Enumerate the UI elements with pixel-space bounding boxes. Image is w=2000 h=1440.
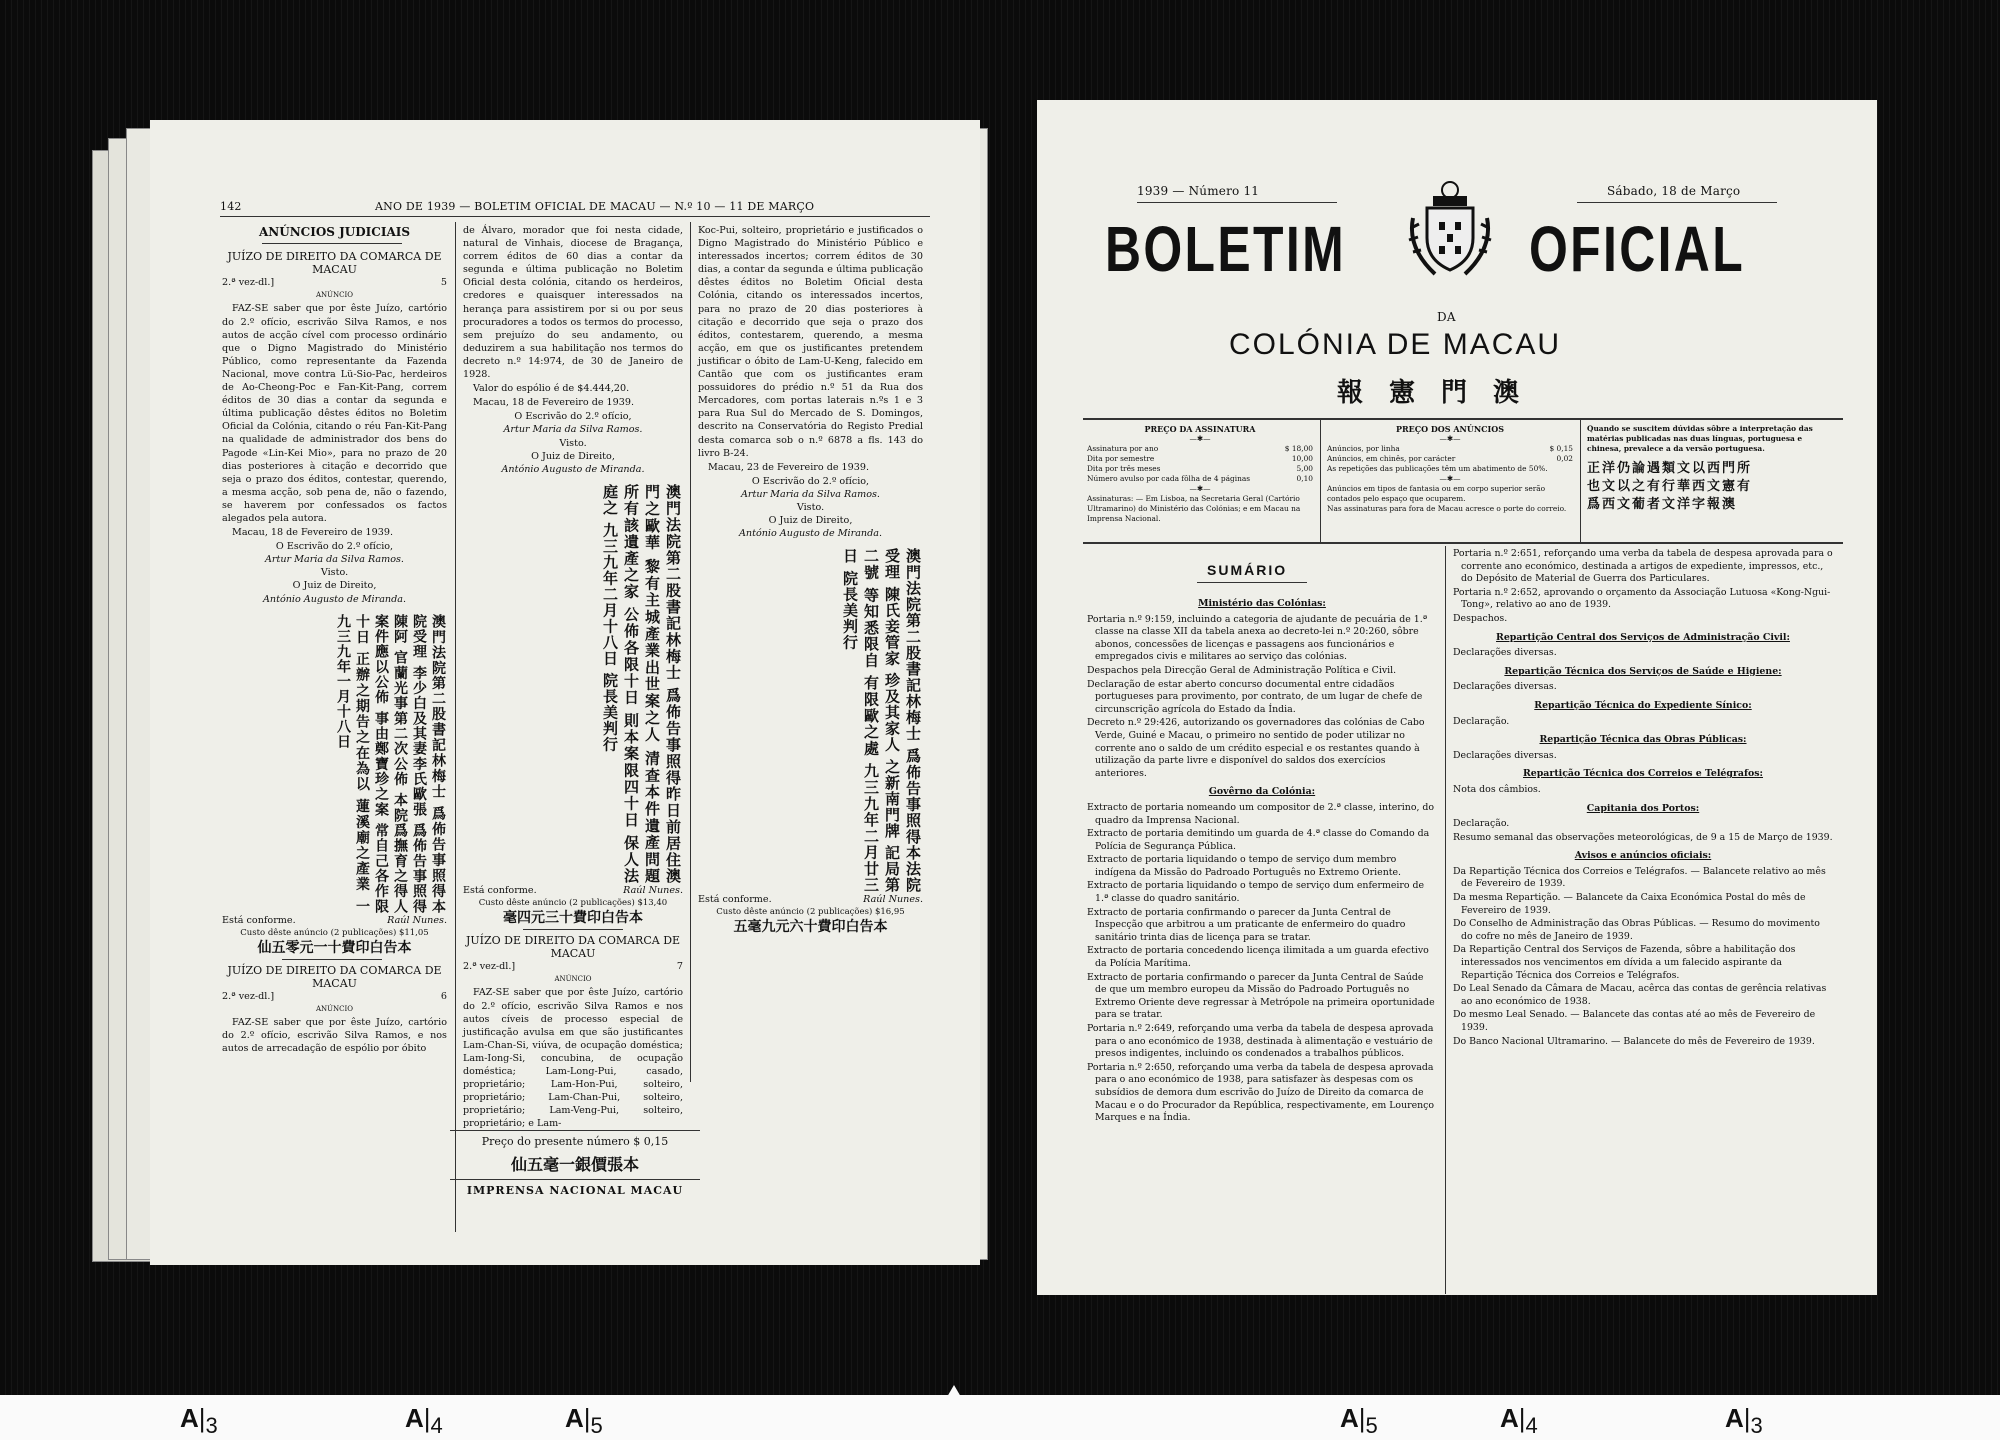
summary-item: Do Conselho de Administração das Obras Públicas. — Resumo do movimento do cofre no mês de Janeiro de 1939.	[1453, 918, 1820, 942]
subscription-price-box	[1087, 424, 1313, 524]
summary-item: Do Banco Nacional Ultramarino. — Balancete do mês de Fevereiro de 1939.	[1453, 1035, 1815, 1047]
judge-name: António Augusto de Miranda.	[263, 593, 406, 605]
judge-title: O Juiz de Direito,	[768, 515, 853, 527]
chinese-line: 爲佈告事照得昨日前居住澳門之歐華	[643, 483, 682, 884]
signature-name: Artur Maria da Silva Ramos.	[741, 488, 880, 500]
publication-count: 2.ª vez-dl.]	[222, 277, 275, 289]
summary-item: Declaração.	[1453, 818, 1510, 830]
signature-name: Artur Maria da Silva Ramos.	[503, 424, 643, 436]
chinese-line: 事由鄭寶珍之案	[373, 710, 389, 817]
estate-value: Valor do espólio é de $4.444,20.	[473, 383, 630, 395]
price-label: Anúncios, por linha	[1327, 444, 1400, 453]
subscription-note: Assinaturas: — Em Lisboa, na Secretaria Geral (Cartório Ultramarino) do Ministério das Colónias; e em Macau na Imprensa Nacional.	[1087, 494, 1301, 523]
chinese-line: 則本案限四十日	[622, 712, 640, 828]
announcement-body: FAZ-SE saber que por êste Juízo, cartório do 2.º ofício, escrivão Silva Ramos, e nos autos de acção cível com processo ordinário que o Digno Magistrado do Ministério Público, como representante da Fazenda Nacional, move contra Lü-Sio-Pac, herdeiros de Ao-Cheong-Poc e Fan-Kit-Pang, correm éditos de 30 dias a contar da segunda e última publicação dêstes éditos no Boletim Oficial da Colónia, citando o réu Fan-Kit-Pang na qualidade de administrador dos bens do Pagode «Lin-Kei Mio», para no prazo de 20 dias posteriores à citação e decorrido que seja o prazo dos éditos, contestar, querendo, a mesma acção, sob pena de, não o fazendo, se haverem por confessados os factos alegados pela autora.	[222, 303, 447, 524]
judge-name: António Augusto de Miranda.	[501, 463, 645, 475]
left-column-3	[698, 224, 923, 939]
conforme-line	[222, 914, 447, 927]
court-heading: JUÍZO DE DIREITO DA COMARCA DE MACAU	[465, 934, 681, 961]
ad-cost: Custo dêste anúncio (2 publicações) $16,95	[716, 907, 905, 918]
ad-cost: Custo dêste anúncio (2 publicações) $13,40	[478, 897, 668, 908]
announcement-body: FAZ-SE saber que por êste Juízo, cartório do 2.º ofício, escrivão Silva Ramos, e nos autos de arrecadação de espólio por óbito	[222, 1017, 447, 1055]
price-row	[1087, 464, 1313, 474]
chinese-line: 記局第二號	[862, 548, 901, 894]
summary-section-heading: Repartição Central dos Serviços de Administração Civil:	[1496, 631, 1790, 643]
judge-title: O Juiz de Direito,	[531, 450, 615, 462]
summary-item: Extracto de portaria concedendo licença ilimitada a um guarda efectivo da Polícia Marítima.	[1087, 945, 1429, 970]
price-label: Dita por semestre	[1087, 454, 1155, 463]
summary-section-heading: Avisos e anúncios oficiais:	[1574, 850, 1712, 862]
summary-item: Da Repartição Técnica dos Correios e Telégrafos. — Balancete relativo ao mês de Fevereiro de 1939.	[1453, 865, 1826, 890]
chinese-line: 清查本件遺產問題	[643, 750, 661, 884]
visto-label: Visto.	[796, 501, 825, 513]
summary-item: Declarações diversas.	[1453, 647, 1557, 659]
left-page	[150, 120, 980, 1265]
summary-column-2	[1453, 548, 1833, 1049]
box-heading: PREÇO DA ASSINATURA	[1144, 424, 1256, 434]
chinese-line: 九三九年二月廿三日	[841, 548, 880, 894]
header-rule	[1577, 202, 1777, 203]
chinese-text-block	[333, 614, 447, 914]
summary-section-heading: Repartição Técnica dos Serviços de Saúde e Higiene:	[1504, 665, 1782, 677]
ads-note: Nas assinaturas para fora de Macau acresce o porte do correio.	[1327, 504, 1567, 513]
ad-meta	[222, 990, 447, 1003]
chinese-line: 黎有主城產業出世案之人	[643, 558, 661, 744]
chinese-line: 爲佈告事照得陳阿	[392, 613, 427, 914]
signature-title: O Escrivão do 2.º ofício,	[751, 475, 870, 487]
chinese-line: 九三九年二月十八日	[601, 522, 619, 667]
summary-item: Extracto de portaria confirmando o parecer da Junta Central de Saúde de que um membro europeu da Missão do Padroado Português no Extremo Oriente deve regressar à Metrópole na primeira oportunidade para se tratar.	[1087, 971, 1435, 1021]
issue-price-chinese: 仙五毫一銀價張本	[510, 1155, 639, 1174]
summary-section-heading: Capitania dos Portos:	[1586, 802, 1700, 814]
chinese-price: 五毫九元六十費印白告本	[733, 919, 888, 936]
issue-footer	[450, 1130, 700, 1197]
chinese-line: 蓮溪廟之產業	[354, 798, 370, 893]
summary-item: Da mesma Repartição. — Balancete da Caixa Económica Postal do mês de Fevereiro de 1939.	[1453, 892, 1806, 916]
price-value: 10,00	[1291, 454, 1313, 463]
issue-number: 1939 — Número 11	[1137, 184, 1260, 198]
signature-title: O Escrivão do 2.º ofício,	[514, 411, 632, 423]
chinese-line: 爲佈告事照得本法院受理	[883, 548, 922, 894]
announcement-body: de Álvaro, morador que foi nesta cidade, natural de Vinhais, diocese de Bragança, correm éditos de 60 dias a contar da segunda e última publicação no Boletim Oficial desta colónia, citando os herdeiros, credores e quaisquer interessados na herança para assistirem por si ou por seus procuradores a todos os termos do processo, sem prejuízo do seu andamento, ou deduzirem a sua habilitação nos termos do decreto n.º 14:974, de 30 de Janeiro de 1928.	[463, 225, 683, 381]
anuncio-label: ANÚNCIO	[315, 1005, 354, 1014]
sumario-title: SUMÁRIO	[1207, 562, 1288, 578]
publication-count: 2.ª vez-dl.]	[222, 991, 275, 1003]
visto-label: Visto.	[320, 567, 349, 579]
coat-of-arms-emblem	[1405, 178, 1495, 278]
chinese-line: 澳門法院第二股書記林梅士	[904, 548, 922, 742]
summary-item: Despachos pela Direcção Geral de Administração Política e Civil.	[1087, 664, 1397, 676]
issue-date: Sábado, 18 de Março	[1607, 184, 1741, 198]
price-value: 0,02	[1556, 454, 1573, 463]
summary-item: Portaria n.º 9:159, incluindo a categoria de ajudante de pecuária de 1.ª classe na classe XII da tabela anexa ao decreto-lei n.º 20:260, sôbre abonos, concessões de licenças e passagens aos funcionários e empregados civis e militares ao serviço das colónias.	[1087, 613, 1428, 663]
frame-mark: $A|_3$	[180, 1403, 218, 1438]
ad-meta	[222, 276, 447, 289]
announcement-date: Macau, 18 de Fevereiro de 1939.	[232, 527, 394, 539]
divider	[282, 959, 382, 960]
issue-price: Preço do presente número $ 0,15	[481, 1135, 669, 1148]
summary-item: Portaria n.º 2:651, reforçando uma verba da tabela de despesa aprovada para o corrente ano económico, destinada a artigos de expediente, impressos, etc., do Depósito de Material de Guerra dos Particulares.	[1453, 548, 1833, 585]
page-number: 142	[220, 200, 242, 213]
chinese-line: 等知悉限自	[862, 587, 880, 669]
chinese-line: 本院爲撫育之得人	[392, 792, 408, 914]
frame-mark: $A|_4$	[1500, 1403, 1538, 1438]
anuncio-label: ANÚNCIO	[315, 291, 354, 300]
summary-section-heading: Repartição Técnica das Obras Públicas:	[1539, 734, 1747, 746]
box-rule	[1083, 542, 1843, 544]
anuncio-label: ANÚNCIO	[554, 975, 592, 984]
chinese-line: 澳門法院第二股書記林梅士	[430, 613, 446, 800]
chinese-line: 官蘭光事第二次公佈	[392, 650, 408, 787]
right-page	[1037, 100, 1877, 1295]
language-note-box	[1587, 424, 1837, 514]
chinese-price: 毫四元三十費印白告本	[503, 909, 643, 926]
summary-item: Extracto de portaria liquidando o tempo de serviço dum enfermeiro de 1.ª classe do quadro sanitário.	[1087, 880, 1425, 905]
chinese-text-block	[839, 548, 923, 893]
summary-item: Despachos.	[1453, 612, 1508, 624]
conforme-line	[463, 884, 683, 897]
chinese-line: 陳氏妾管家	[883, 586, 901, 667]
chinese-line: 保人法庭之	[601, 483, 640, 884]
chinese-line: 一九三九年一月十八日	[335, 613, 370, 914]
footer-rule	[450, 1130, 700, 1131]
announcement-date: Macau, 18 de Fevereiro de 1939.	[473, 397, 635, 409]
ad-meta	[463, 960, 683, 973]
chinese-line: 公佈各限十日	[622, 606, 640, 706]
announcement-body: FAZ-SE saber que por êste Juízo, cartório do 2.º ofício, escrivão Silva Ramos e nos autos cíveis de processo especial de justificação avulsa em que são justificantes Lam-Chan-Si, viúva, de ocupação doméstica; Lam-Iong-Si, concubina, de ocupação doméstica; Lam-Long-Pui, casado, proprietário; Lam-Hon-Pui, solteiro, proprietário; Lam-Chan-Pui, solteiro, proprietário; Lam-Veng-Pui, solteiro, proprietário; e Lam-	[463, 987, 683, 1130]
court-heading: JUÍZO DE DIREITO DA COMARCA DE MACAU	[227, 963, 442, 990]
announcement-date: Macau, 23 de Fevereiro de 1939.	[708, 461, 870, 473]
price-label: Dita por três meses	[1087, 464, 1161, 473]
box-divider	[1320, 420, 1321, 542]
title-rule	[262, 243, 402, 244]
chinese-notice-1	[222, 614, 447, 914]
ad-number: 7	[676, 961, 683, 973]
chinese-line: 常自己各作限十日	[354, 613, 389, 914]
sumario-rule	[1197, 582, 1307, 583]
price-row	[1087, 444, 1313, 454]
chinese-line: 李少白及其妻李氏歐張	[411, 665, 427, 817]
header-rule	[220, 216, 930, 217]
conforme-label: Está conforme.	[222, 914, 296, 926]
publication-count: 2.ª vez-dl.]	[463, 961, 516, 973]
chinese-line: 爲佈告事照得本院受理	[411, 613, 446, 914]
box-rule	[1083, 418, 1843, 420]
language-note-chinese	[1587, 460, 1837, 514]
summary-item: Declaração.	[1453, 715, 1510, 727]
chinese-text-block	[599, 484, 683, 884]
price-row	[1087, 474, 1313, 484]
chinese-line: 澳門法院第二股書記林梅士	[664, 483, 682, 681]
summary-item: Declarações diversas.	[1453, 681, 1557, 693]
colony-name: COLÓNIA DE MACAU	[1229, 328, 1562, 361]
summary-item: Resumo semanal das observações meteorológicas, de 9 a 15 de Março de 1939.	[1453, 831, 1833, 843]
footer-rule	[450, 1179, 700, 1180]
box-heading: PREÇO DOS ANÚNCIOS	[1395, 424, 1504, 434]
summary-item: Extracto de portaria liquidando o tempo de serviço dum membro indígena da Missão do Padroado Português no Extremo Oriente.	[1087, 854, 1402, 878]
frame-mark: $A|_3$	[1725, 1403, 1763, 1438]
chinese-line: 院長美判行	[601, 672, 619, 753]
frame-mark: $A|_5$	[1340, 1403, 1378, 1438]
signature-title: O Escrivão do 2.º ofício,	[275, 541, 394, 553]
summary-item: Portaria n.º 2:650, reforçando uma verba da tabela de despesa aprovada para o ano económico de 1938, para satisfazer às despesas com os subsídios de demora dum escrivão do Juízo de Direito da comarca de Macau e o do Procurador da República, respectivamente, em Lourenço Marques e na Índia.	[1087, 1061, 1435, 1124]
chinese-line: 之新南門牌	[883, 759, 901, 840]
conforme-name: Raúl Nunes.	[387, 914, 447, 926]
chinese-line: 爲西文葡者文洋字報澳	[1587, 497, 1738, 512]
ads-note: As repetições das publicações têm um abatimento de 50%.	[1327, 464, 1548, 473]
imprensa-nacional: IMPRENSA NACIONAL MACAU	[466, 1184, 684, 1197]
left-column-1	[222, 224, 447, 1057]
ornament: —✱—	[1189, 434, 1211, 443]
summary-section-heading: Ministério das Colónias:	[1198, 598, 1326, 609]
chinese-title: 報憲門澳	[1337, 378, 1546, 408]
conforme-name: Raúl Nunes.	[623, 884, 683, 896]
price-value: $ 18,00	[1284, 444, 1313, 453]
conforme-label: Está conforme.	[463, 884, 537, 896]
header-rule	[1137, 202, 1337, 203]
announcement-body: Koc-Pui, solteiro, proprietário e justificados o Digno Magistrado do Ministério Público e interessados incertos; correm éditos de 30 dias, a contar da segunda e última publicação dêstes éditos no Boletim Oficial desta Colónia, citando os interessados incertos, para no prazo de 20 dias posteriores à citação e decorrido que seja o prazo dos éditos, contestarem, querendo, a mesma acção, em que os justificantes pretendem justificar o óbito de Lam-U-Keng, falecido em Cantão que com os justificantes eram possuidores do prédio n.º 51 da Rua dos Mercadores, com portas laterais n.ºs 1 e 3 para Rua Sul do Mercado de S. Domingos, descrito na Conservatória do Registo Predial desta comarca sob o n.º 6878 a fls. 143 do livro B-24.	[698, 225, 923, 459]
ornament: —✱—	[1439, 474, 1461, 483]
title-boletim: BOLETIM	[1105, 213, 1346, 285]
conforme-label: Está conforme.	[698, 894, 772, 906]
price-value: 0,10	[1296, 474, 1313, 483]
summary-column-1	[1087, 592, 1437, 1126]
title-da: DA	[1437, 310, 1456, 324]
chinese-line: 院長美判行	[841, 570, 859, 651]
chinese-line: 正洋仍論遇類文以西門所	[1587, 461, 1753, 476]
ads-note: Anúncios em tipos de fantasia ou em corpo superior serão contados pelo espaço que ocuparem.	[1327, 484, 1546, 503]
column-rule	[690, 222, 691, 1082]
running-head: ANO DE 1939 — BOLETIM OFICIAL DE MACAU — N.º 10 — 11 DE MARÇO	[375, 200, 815, 213]
summary-section-heading: Govêrno da Colónia:	[1208, 786, 1316, 798]
price-value: 5,00	[1296, 464, 1313, 473]
chinese-line: 珍及其家人	[883, 672, 901, 753]
ad-number: 5	[440, 277, 447, 289]
judge-title: O Juiz de Direito,	[292, 580, 377, 592]
price-label: Número avulso por cada fôlha de 4 páginas	[1087, 474, 1251, 483]
summary-item: Do Leal Senado da Câmara de Macau, acêrca das contas de gerência relativas ao ano económico de 1938.	[1453, 983, 1827, 1007]
price-label: Assinatura por ano	[1087, 444, 1159, 453]
summary-item: Do mesmo Leal Senado. — Balancete das contas até ao mês de Fevereiro de 1939.	[1453, 1009, 1816, 1033]
summary-item: Declaração de estar aberto concurso documental entre cidadãos portugueses para provimento, por contrato, de um lugar de chefe de circunscrição agrícola do Estado da Índia.	[1087, 678, 1423, 715]
section-title: ANÚNCIOS JUDICIAIS	[258, 225, 411, 239]
summary-item: Declarações diversas.	[1453, 749, 1557, 761]
ad-cost: Custo dêste anúncio (2 publicações) $11,05	[240, 927, 429, 938]
conforme-line	[698, 893, 923, 906]
visto-label: Visto.	[559, 437, 587, 449]
ornament: —✱—	[1439, 434, 1461, 443]
chinese-line: 正辦之期告之在為以	[354, 651, 370, 792]
ad-number: 6	[440, 991, 447, 1003]
summary-item: Portaria n.º 2:649, reforçando uma verba da tabela de despesa aprovada para o ano económico de 1938, destinada à alimentação e vestuário de presos indigentes, incluindo os condenados a trabalhos públicos.	[1087, 1023, 1434, 1060]
box-divider	[1580, 420, 1581, 542]
column-rule	[455, 222, 456, 1232]
price-row	[1087, 454, 1313, 464]
ads-price-box	[1327, 424, 1573, 514]
conforme-name: Raúl Nunes.	[863, 894, 923, 906]
signature-name: Artur Maria da Silva Ramos.	[265, 554, 404, 566]
chinese-line: 案件應以公佈	[373, 613, 389, 705]
summary-column-rule	[1445, 546, 1446, 1294]
summary-item: Nota dos câmbios.	[1453, 783, 1541, 795]
summary-item: Extracto de portaria demitindo um guarda de 4.ª classe do Comando da Polícia de Segurança Pública.	[1087, 828, 1430, 852]
summary-item: Extracto de portaria confirmando o parecer da Junta Central de Inspecção que arbitrou a um praticante de enfermeiro do quadro sanitário trinta dias de licença para se tratar.	[1087, 906, 1406, 943]
price-row	[1327, 444, 1573, 454]
summary-item: Decreto n.º 29:426, autorizando os governadores das colónias de Cabo Verde, Guiné e Macau, o primeiro no sentido de poder utilizar no corrente ano o saldo de um crédito especial e os restantes quando à utilização da parte livre e disponível do saldos dos exercícios anteriores.	[1087, 717, 1425, 779]
price-row	[1327, 454, 1573, 464]
chinese-line: 所有該遺產之家	[622, 483, 640, 600]
language-note: Quando se suscitem dúvidas sôbre a interpretação das matérias publicadas nas duas línguas, portuguesa e chinesa, prevalece a da versão portuguesa.	[1587, 424, 1813, 453]
chinese-notice-3	[698, 548, 923, 893]
court-heading: JUÍZO DE DIREITO DA COMARCA DE MACAU	[227, 250, 442, 277]
frame-mark: $A|_5$	[565, 1403, 603, 1438]
summary-item: Da Repartição Central dos Serviços de Fazenda, sôbre a habilitação dos interessados nos vencimentos em dívida a um falecido aspirante da Repartição Técnica dos Correios e Telégrafos.	[1453, 944, 1796, 981]
price-value: $ 0,15	[1549, 444, 1573, 453]
price-label: Anúncios, em chinês, por carácter	[1327, 454, 1456, 463]
summary-item: Extracto de portaria nomeando um compositor de 2.ª classe, interino, do quadro da Imprensa Nacional.	[1087, 801, 1435, 826]
chinese-price: 仙五零元一十費印白告本	[257, 939, 412, 956]
divider	[523, 929, 623, 930]
summary-section-heading: Repartição Técnica dos Correios e Telégrafos:	[1523, 768, 1763, 780]
left-column-2	[463, 224, 683, 1131]
title-oficial: OFICIAL	[1529, 213, 1746, 285]
frame-mark: $A|_4$	[405, 1403, 443, 1438]
summary-item: Portaria n.º 2:652, aprovando o orçamento da Associação Lutuosa «Kong-Ngui-Tong», relativo ao ano de 1939.	[1453, 586, 1831, 611]
judge-name: António Augusto de Miranda.	[739, 528, 882, 540]
chinese-notice-2	[463, 484, 683, 884]
ornament: —✱—	[1189, 484, 1211, 493]
chinese-line: 也文以之有行華西文憲有	[1587, 479, 1753, 494]
frame-marks-strip	[0, 1395, 2000, 1440]
chinese-line: 有限歐之處	[862, 675, 880, 757]
summary-section-heading: Repartição Técnica do Expediente Sínico:	[1534, 699, 1752, 711]
